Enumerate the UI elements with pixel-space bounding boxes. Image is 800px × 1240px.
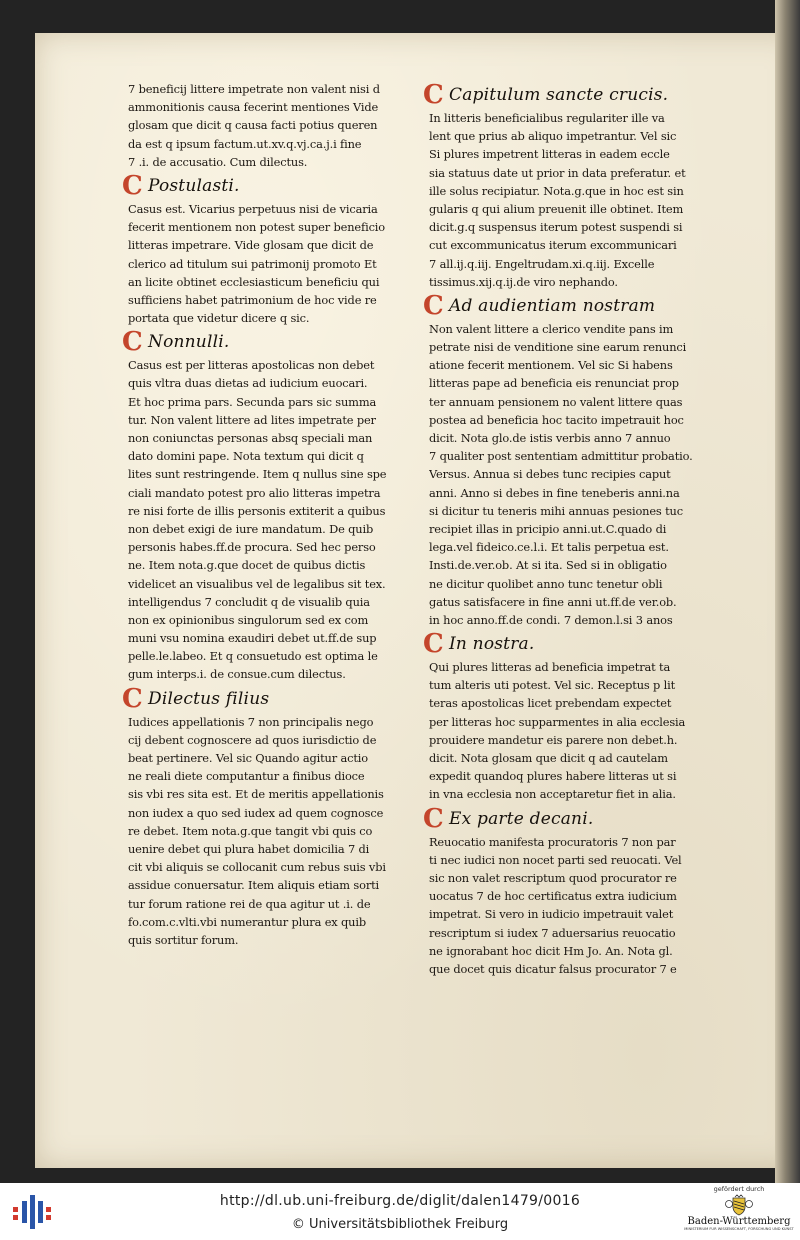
text-line: litteras impetrare. Vide glosam que dicit de xyxy=(128,238,374,253)
text-line: que docet quis dicatur falsus procurator 7 e xyxy=(429,961,677,976)
text-line: dicit. Nota glo.de istis verbis anno 7 annuo xyxy=(429,431,671,445)
text-line: muni vsu nomina exaudiri debet ut.ff.de sup xyxy=(128,631,377,646)
text-line: fecerit mentionem non potest super beneficio xyxy=(128,220,386,235)
text-line: personis habes.ff.de procura. Sed hec perso xyxy=(128,540,376,555)
text-line: beat pertinere. Vel sic Quando agitur actio xyxy=(128,751,368,765)
text-line: litteras pape ad beneficia eis renunciat prop xyxy=(429,376,679,391)
text-line: ne. Item nota.g.que docet de quibus dictis xyxy=(128,558,366,573)
text-line: in hoc anno.ff.de condi. 7 demon.l.si 3 anos xyxy=(429,612,673,627)
section-heading xyxy=(122,170,396,201)
text-line: non iudex a quo sed iudex ad quem cognosce xyxy=(128,805,384,820)
text-line: per litteras hoc supparmentes in alia ecclesia xyxy=(429,714,686,729)
sponsor-ministry: MINISTERIUM FÜR WISSENSCHAFT, FORSCHUNG UND KUNST xyxy=(684,1227,794,1231)
text-line: lega.vel fideico.ce.l.i. Et talis perpetua est. xyxy=(429,540,669,555)
text-line: ille solus recipiatur. Nota.g.que in hoc est sin xyxy=(429,183,684,198)
text-line: rescriptum si iudex 7 aduersarius reuocatio xyxy=(429,925,676,940)
section-heading xyxy=(423,629,697,660)
text-line: quis sortitur forum. xyxy=(128,932,239,947)
section-heading xyxy=(122,327,396,358)
text-line: Qui plures litteras ad beneficia impetrat ta xyxy=(429,660,671,675)
text-line: dato domini pape. Nota textum qui dicit q xyxy=(128,449,364,464)
text-line: fo.com.c.vlti.vbi numerantur plura ex quib xyxy=(128,914,367,929)
left-column xyxy=(122,80,396,949)
text-line: 7 all.ij.q.iij. Engeltrudam.xi.q.iij. Excelle xyxy=(429,256,655,271)
text-line: sic non valet rescriptum quod procurator re xyxy=(429,870,677,885)
text-line: lent que prius ab aliquo impetrantur. Vel sic xyxy=(429,129,677,144)
text-line: portata que videtur dicere q sic. xyxy=(128,311,310,326)
text-line: prouidere mandetur eis parere non debet.h. xyxy=(429,732,678,747)
text-line: atione fecerit mentionem. Vel sic Si habens xyxy=(429,358,673,373)
permalink-url[interactable]: http://dl.ub.uni-freiburg.de/diglit/dalen1479/0016 xyxy=(219,1193,581,1209)
text-line: intelligendus 7 concludit q de visualib quia xyxy=(128,594,370,609)
text-line: assidue conuersatur. Item aliquis etiam sorti xyxy=(128,878,380,893)
section-title: Ex parte decani. xyxy=(449,808,594,829)
text-line: Insti.de.ver.ob. At si ita. Sed si in obligatio xyxy=(429,558,667,573)
text-line: sufficiens habet patrimonium de hoc vide re xyxy=(128,292,377,307)
text-line: uenire debet qui plura habet domicilia 7 di xyxy=(128,841,370,856)
text-line: Non valent littere a clerico vendite pans im xyxy=(429,321,674,336)
text-line: teras apostolicas licet prebendam expectet xyxy=(429,696,672,711)
text-line: cij debent cognoscere ad quos iurisdictio de xyxy=(128,732,377,747)
sponsor-name: Baden-Württemberg xyxy=(687,1216,791,1227)
text-line: glosam que dicit q causa facti potius queren xyxy=(128,118,378,133)
rubric-initial-icon: C xyxy=(423,290,444,321)
section-heading xyxy=(423,80,697,110)
rubric-initial-icon: C xyxy=(423,629,444,660)
text-line: ne reali diete computantur a finibus dioce xyxy=(128,769,365,784)
text-line: uocatus 7 de hoc certificatus extra iudicium xyxy=(429,889,677,904)
text-line: 7 beneficij littere impetrate non valent nisi d xyxy=(128,82,380,96)
footer-bar xyxy=(0,1183,800,1240)
text-line: anni. Anno si debes in fine teneberis anni.na xyxy=(429,485,680,500)
section-title: Dilectus filius xyxy=(148,688,270,709)
text-line: non debet exigi de iure mandatum. De quib xyxy=(128,521,374,536)
section-heading xyxy=(122,683,396,714)
text-line: 7 .i. de accusatio. Cum dilectus. xyxy=(128,154,308,169)
text-line: an licite obtinet ecclesiasticum beneficiu qui xyxy=(128,274,380,289)
text-line: re nisi forte de illis personis extiterit a quibus xyxy=(128,503,386,518)
text-line: In litteris beneficialibus regulariter ille va xyxy=(429,111,665,125)
text-line: quis vltra duas dietas ad iudicium euocari. xyxy=(128,376,368,391)
rubric-initial-icon: C xyxy=(122,683,143,714)
text-line: gum interps.i. de consue.cum dilectus. xyxy=(128,667,346,682)
section-title: Ad audientiam nostram xyxy=(449,295,656,316)
text-line: 7 qualiter post sententiam admittitur probatio. xyxy=(429,449,693,464)
text-line: petrate nisi de venditione sine earum renunci xyxy=(429,340,687,355)
text-line: impetrat. Si vero in iudicio impetrauit valet xyxy=(429,907,674,922)
text-line: non coniunctas personas absq speciali man xyxy=(128,431,373,445)
text-line: expedit quandoq plures habere litteras ut si xyxy=(429,769,677,784)
text-line: Iudices appellationis 7 non principalis nego xyxy=(128,714,374,729)
text-line: clerico ad titulum sui patrimonij promoto Et xyxy=(128,256,377,271)
text-line: da est q ipsum factum.ut.xv.q.vj.ca.j.i fine xyxy=(128,136,362,151)
coat-of-arms-icon xyxy=(724,1194,754,1216)
page-edge xyxy=(775,0,800,1183)
sponsor-block xyxy=(680,1185,798,1239)
text-line: Casus est. Vicarius perpetuus nisi de vicaria xyxy=(128,201,378,216)
text-line: ti nec iudici non nocet parti sed reuocati. Vel xyxy=(429,852,682,867)
text-line: postea ad beneficia hoc tacito impetrauit hoc xyxy=(429,412,684,427)
text-line: ne dicitur quolibet anno tunc tenetur obli xyxy=(429,576,663,591)
text-line: pelle.le.labeo. Et q consuetudo est optima le xyxy=(128,649,378,664)
section-title: Nonnulli. xyxy=(148,332,230,353)
text-line: tum alteris uti potest. Vel sic. Receptus p lit xyxy=(429,678,676,693)
section-title: Capitulum sancte crucis. xyxy=(449,85,669,105)
text-line: ammonitionis causa fecerint mentiones Vide xyxy=(128,100,379,115)
text-line: videlicet an visualibus vel de legalibus sit tex. xyxy=(128,576,386,591)
text-line: recipiet illas in pricipio anni.ut.C.quado di xyxy=(429,521,667,536)
section-title: Postulasti. xyxy=(148,175,240,196)
section-heading xyxy=(423,803,697,834)
text-line: dicit. Nota glosam que dicit q ad cautelam xyxy=(429,751,668,765)
right-column xyxy=(423,80,697,978)
text-line: lites sunt restringende. Item q nullus sine spe xyxy=(128,467,387,482)
text-line: Et hoc prima pars. Secunda pars sic summa xyxy=(128,394,377,409)
text-line: tissimus.xij.q.ij.de viro nephando. xyxy=(429,274,618,289)
text-line: gularis q qui alium preuenit ille obtinet. Item xyxy=(429,201,684,216)
text-line: sia statuus date ut prior in data preferatur. et xyxy=(429,165,686,180)
text-line: cit vbi aliquis se collocanit cum rebus suis vbi xyxy=(128,860,386,875)
text-line: ciali mandato potest pro alio litteras impetra xyxy=(128,485,381,500)
text-line: ter annuam pensionem no valent littere quas xyxy=(429,394,683,409)
text-line: tur forum ratione rei de qua agitur ut .i. de xyxy=(128,896,371,911)
text-line: Casus est per litteras apostolicas non debet xyxy=(128,358,375,373)
rubric-initial-icon: C xyxy=(122,327,143,358)
rubric-initial-icon: C xyxy=(423,803,444,834)
rubric-initial-icon: C xyxy=(122,170,143,201)
text-line: Reuocatio manifesta procuratoris 7 non par xyxy=(429,834,676,849)
section-heading xyxy=(423,290,697,321)
text-line: re debet. Item nota.g.que tangit vbi quis co xyxy=(128,823,373,838)
text-line: gatus satisfacere in fine anni ut.ff.de ver.ob. xyxy=(429,594,677,609)
text-line: cut excommunicatus iterum excommunicari xyxy=(429,238,677,253)
text-line: dicit.g.q suspensus iterum potest suspendi si xyxy=(429,220,683,235)
text-line: ne ignorabant hoc dicit Hm Jo. An. Nota gl. xyxy=(429,943,673,958)
text-line: Versus. Annua si debes tunc recipies caput xyxy=(429,467,671,482)
text-line: non ex opinionibus singulorum sed ex com xyxy=(128,612,369,627)
text-line: si dicitur tu teneris mihi annuas pesiones tuc xyxy=(429,503,683,518)
sponsor-label: gefördert durch xyxy=(713,1185,765,1193)
text-line: tur. Non valent littere ad lites impetrate per xyxy=(128,412,376,427)
text-line: in vna ecclesia non acceptaretur fiet in alia. xyxy=(429,787,676,802)
copyright-notice: © Universitätsbibliothek Freiburg xyxy=(291,1217,509,1232)
section-title: In nostra. xyxy=(449,634,535,655)
text-line: sis vbi res sita est. Et de meritis appellationis xyxy=(128,787,384,802)
text-line: Si plures impetrent litteras in eadem eccle xyxy=(429,147,670,162)
rubric-initial-icon: C xyxy=(423,80,444,110)
